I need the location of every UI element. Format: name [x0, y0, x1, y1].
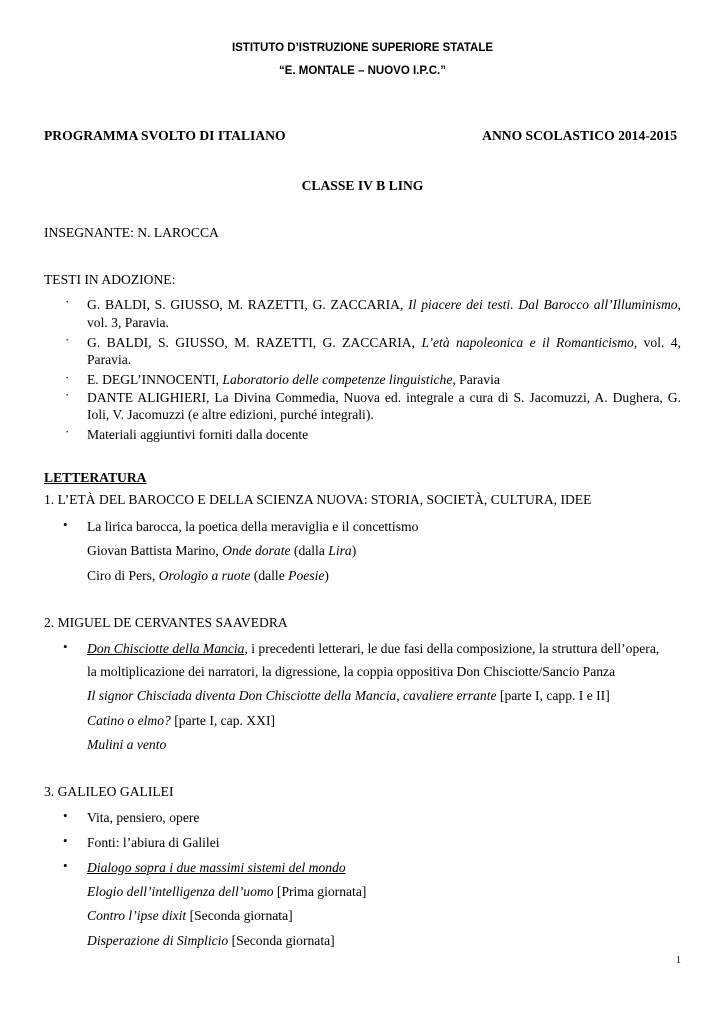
reading: Contro l’ipse dixit [Seconda giornata] [87, 908, 293, 923]
reading: Elogio dell’intelligenza dell’uomo [Prima giornata] [87, 884, 367, 899]
list-bullet: • [63, 808, 68, 823]
list-bullet: • [63, 858, 68, 873]
section-heading: LETTERATURA [44, 470, 147, 485]
list-item-cont: vol. 3, Paravia. [87, 315, 169, 330]
document-title: PROGRAMMA SVOLTO DI ITALIANO [44, 128, 286, 143]
teacher: INSEGNANTE: N. LAROCCA [44, 225, 219, 240]
section-title-2: 2. MIGUEL DE CERVANTES SAAVEDRA [44, 615, 288, 630]
list-item: Materiali aggiuntivi forniti dalla docente [87, 427, 309, 442]
list-item: E. DEGL’INNOCENTI, Laboratorio delle competenze linguistiche, Paravia [87, 372, 500, 387]
reading: Giovan Battista Marino, Onde dorate (dalla Lira) [87, 543, 357, 558]
list-bullet: · [65, 294, 70, 309]
school-name: ISTITUTO D’ISTRUZIONE SUPERIORE STATALE [231, 42, 494, 54]
list-item-cont: Ioli, V. Jacomuzzi (e altre edizioni, purché integrali). [87, 407, 374, 422]
list-item: G. BALDI, S. GIUSSO, M. RAZETTI, G. ZACCARIA, L’età napoleonica e il Romanticismo, vol. 4, [87, 335, 681, 350]
topic: Don Chisciotte della Mancia, i precedenti letterari, le due fasi della composizione, la struttura dell’opera, [87, 641, 660, 656]
reading: Ciro di Pers, Orologio a ruote (dalle Poesie) [87, 568, 329, 583]
list-item: G. BALDI, S. GIUSSO, M. RAZETTI, G. ZACCARIA, Il piacere dei testi. Dal Barocco all’Illuminismo, [87, 297, 681, 312]
list-bullet: • [63, 833, 68, 848]
reading: Il signor Chisciada diventa Don Chisciotte della Mancia, cavaliere errante [parte I, capp. I e II] [87, 688, 610, 703]
list-bullet: · [65, 370, 70, 385]
list-bullet: · [65, 424, 70, 439]
list-item-cont: Paravia. [87, 352, 132, 367]
section-title-3: 3. GALILEO GALILEI [44, 784, 174, 799]
page-number: 1 [676, 955, 681, 966]
class-title: CLASSE IV B LING [301, 178, 424, 193]
reading: Mulini a vento [87, 737, 167, 752]
reading: Catino o elmo? [parte I, cap. XXI] [87, 713, 275, 728]
list-item: DANTE ALIGHIERI, La Divina Commedia, Nuova ed. integrale a cura di S. Jacomuzzi, A. Dughera, G. [87, 390, 681, 405]
texts-heading: TESTI IN ADOZIONE: [44, 272, 176, 287]
school-year: ANNO SCOLASTICO 2014-2015 [482, 128, 677, 143]
list-bullet: • [63, 639, 68, 654]
topic: Dialogo sopra i due massimi sistemi del mondo [87, 860, 346, 875]
section-title-1: 1. L’ETÀ DEL BAROCCO E DELLA SCIENZA NUOVA: STORIA, SOCIETÀ, CULTURA, IDEE [44, 492, 592, 507]
topic: La lirica barocca, la poetica della meraviglia e il concettismo [87, 519, 419, 534]
list-bullet: · [65, 332, 70, 347]
topic: Fonti: l’abiura di Galilei [87, 835, 220, 850]
topic-cont: la moltiplicazione dei narratori, la digressione, la coppia oppositiva Don Chisciotte/Sancio Panza [87, 664, 616, 679]
list-bullet: • [63, 517, 68, 532]
school-subname: “E. MONTALE – NUOVO I.P.C.” [279, 65, 446, 77]
list-bullet: · [65, 387, 70, 402]
reading: Disperazione di Simplicio [Seconda giornata] [87, 933, 335, 948]
topic: Vita, pensiero, opere [87, 810, 200, 825]
